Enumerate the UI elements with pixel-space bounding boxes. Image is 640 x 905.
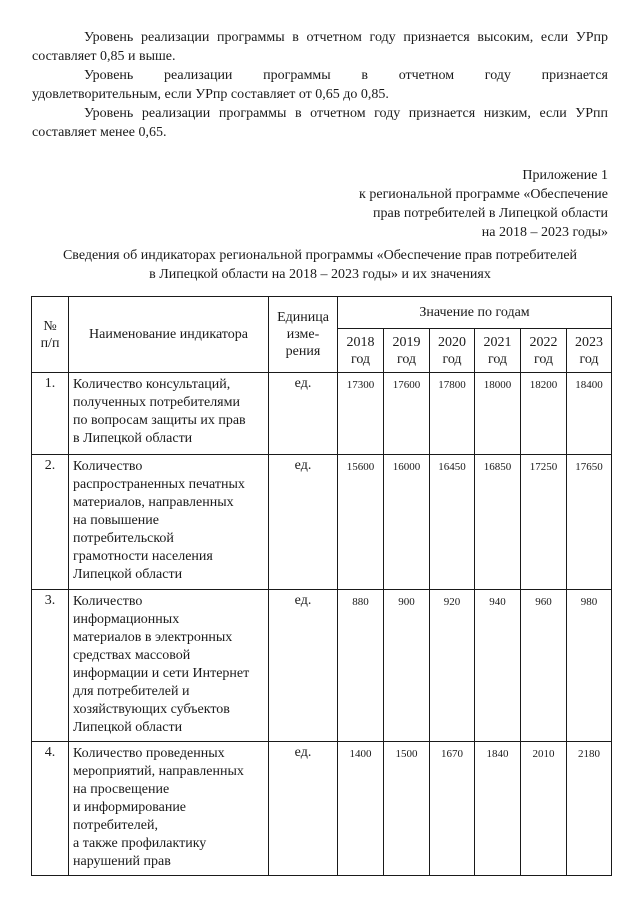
row-value: 1500 — [384, 742, 430, 876]
row-value: 15600 — [338, 455, 384, 590]
paragraph-high-level — [32, 28, 608, 66]
row-num: 3. — [32, 590, 69, 742]
row-unit: ед. — [269, 455, 338, 590]
row-value: 980 — [567, 590, 612, 742]
header-year: 2019 год — [384, 329, 430, 373]
row-value: 2010 — [521, 742, 567, 876]
paragraph-line: Уровень реализации программы в отчетном году признается высоким, если УРпр — [84, 30, 608, 45]
row-unit: ед. — [269, 373, 338, 455]
appendix-line: к региональной программе «Обеспечение — [359, 187, 608, 202]
table-row — [32, 373, 612, 455]
paragraph-line: Уровень реализации программы в отчетном году признается — [84, 68, 608, 83]
row-value: 18400 — [567, 373, 612, 455]
row-value: 960 — [521, 590, 567, 742]
row-value: 17250 — [521, 455, 567, 590]
row-value: 940 — [475, 590, 521, 742]
row-unit: ед. — [269, 742, 338, 876]
paragraph-line: Уровень реализации программы в отчетном году признается низким, если УРпп — [84, 106, 608, 121]
header-unit-line: изме- — [286, 327, 320, 342]
header-num-line: № — [43, 318, 57, 334]
row-num: 4. — [32, 742, 69, 876]
row-indicator-name: Количество проведенных мероприятий, направленных на просвещение и информирование потребителей, а также профилактику нарушений прав — [69, 742, 269, 876]
header-unit-line: Единица — [277, 310, 329, 325]
table-heading — [32, 246, 608, 284]
row-num: 1. — [32, 373, 69, 455]
row-value: 17650 — [567, 455, 612, 590]
appendix-line: Приложение 1 — [522, 168, 608, 183]
appendix-note — [359, 166, 608, 242]
header-name: Наименование индикатора — [69, 297, 269, 373]
row-value: 1670 — [430, 742, 475, 876]
table-row — [32, 455, 612, 590]
table-row — [32, 742, 612, 876]
row-value: 2180 — [567, 742, 612, 876]
row-value: 17600 — [384, 373, 430, 455]
row-value: 880 — [338, 590, 384, 742]
appendix-line: на 2018 – 2023 годы» — [481, 225, 608, 240]
row-value: 16450 — [430, 455, 475, 590]
header-unit-line: рения — [285, 344, 321, 359]
row-num: 2. — [32, 455, 69, 590]
heading-line: Сведения об индикаторах региональной программы «Обеспечение прав потребителей — [62, 248, 578, 263]
row-indicator-name: Количество распространенных печатных материалов, направленных на повышение потребительской грамотности населения Липецкой области — [69, 455, 269, 590]
row-value: 18200 — [521, 373, 567, 455]
header-year: 2020 год — [430, 329, 475, 373]
paragraph-line: составляет менее 0,65. — [32, 125, 167, 140]
table-row — [32, 590, 612, 742]
row-value: 17800 — [430, 373, 475, 455]
row-value: 17300 — [338, 373, 384, 455]
row-unit: ед. — [269, 590, 338, 742]
row-indicator-name: Количество информационных материалов в электронных средствах массовой информации и сети Интернет для потребителей и хозяйствующих субъектов Липецкой области — [69, 590, 269, 742]
header-values-by-year: Значение по годам — [338, 297, 612, 329]
header-unit — [269, 297, 338, 373]
indicators-table — [31, 296, 612, 876]
paragraph-line: удовлетворительным, если УРпр составляет от 0,65 до 0,85. — [32, 87, 389, 102]
header-year: 2018 год — [338, 329, 384, 373]
header-year: 2021 год — [475, 329, 521, 373]
row-indicator-name: Количество консультаций, полученных потребителями по вопросам защиты их прав в Липецкой области — [69, 373, 269, 455]
row-value: 900 — [384, 590, 430, 742]
row-value: 920 — [430, 590, 475, 742]
row-value: 1840 — [475, 742, 521, 876]
header-year: 2022 год — [521, 329, 567, 373]
row-value: 1400 — [338, 742, 384, 876]
paragraph-satisfactory-level — [32, 66, 608, 104]
header-num — [32, 297, 69, 373]
header-year: 2023 год — [567, 329, 612, 373]
paragraph-line: составляет 0,85 и выше. — [32, 49, 176, 64]
appendix-line: прав потребителей в Липецкой области — [373, 206, 608, 221]
row-value: 18000 — [475, 373, 521, 455]
paragraph-low-level — [32, 104, 608, 142]
header-num-line: п/п — [40, 335, 60, 351]
row-value: 16850 — [475, 455, 521, 590]
heading-line: в Липецкой области на 2018 – 2023 годы» и их значениях — [149, 267, 491, 282]
row-value: 16000 — [384, 455, 430, 590]
